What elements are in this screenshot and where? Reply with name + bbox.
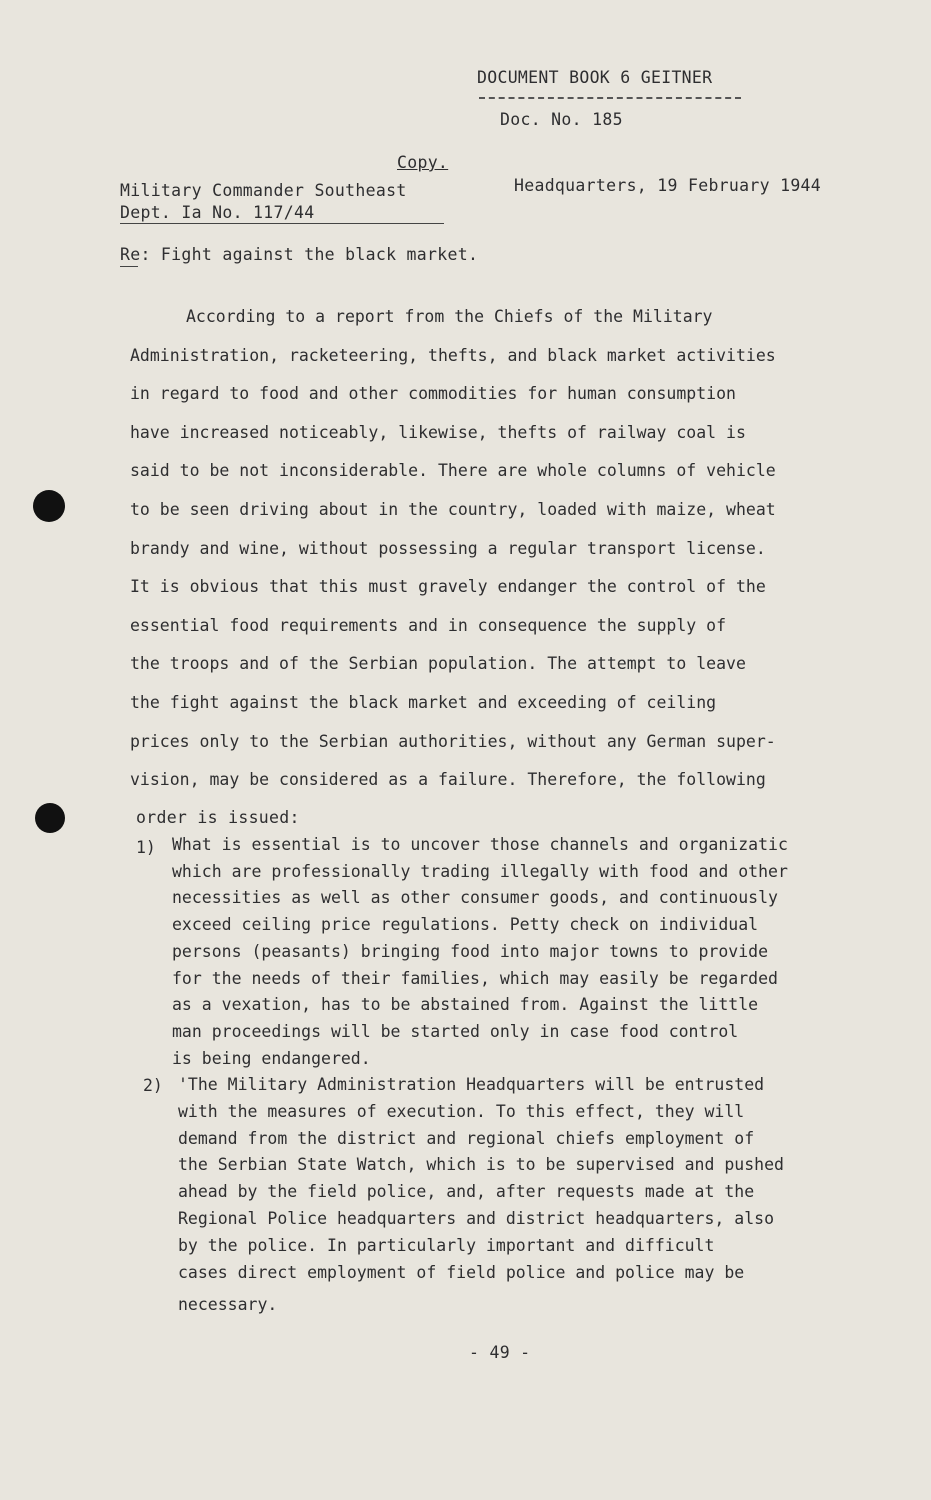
paragraph-line: vision, may be considered as a failure. Therefore, the following <box>130 770 766 790</box>
paragraph-line: the fight against the black market and exceeding of ceiling <box>130 692 717 712</box>
item-number-1: 1) <box>136 838 156 857</box>
item-line: by the police. In particularly important and difficult <box>178 1235 715 1255</box>
item-line: with the measures of execution. To this effect, they will <box>178 1101 745 1121</box>
item-number-2: 2) <box>143 1076 163 1095</box>
paragraph-line: prices only to the Serbian authorities, without any German super- <box>130 731 776 751</box>
subject-line: Re: Fight against the black market. <box>120 245 479 264</box>
paragraph-line: It is obvious that this must gravely endanger the control of the <box>130 577 766 597</box>
paragraph-line: essential food requirements and in consequence the supply of <box>130 615 727 635</box>
paragraph-line: in regard to food and other commodities for human consumption <box>130 384 736 404</box>
item-line: necessities as well as other consumer goods, and continuously <box>172 888 778 908</box>
paragraph-line: Administration, racketeering, thefts, and black market activities <box>130 345 776 365</box>
sender-line-1: Military Commander Southeast <box>120 181 407 200</box>
item-1-text <box>172 832 788 1072</box>
item-line: persons (peasants) bringing food into major towns to provide <box>172 941 769 961</box>
item-line: Regional Police headquarters and district headquarters, also <box>178 1208 775 1228</box>
document-book-header: DOCUMENT BOOK 6 GEITNER <box>477 68 713 87</box>
item-line: necessary. <box>178 1295 278 1315</box>
order-line: order is issued: <box>136 808 300 827</box>
copy-label: Copy. <box>397 153 449 172</box>
item-line: ahead by the field police, and, after requests made at the <box>178 1182 755 1202</box>
item-line: for the needs of their families, which may easily be regarded <box>172 968 778 988</box>
subject-underline <box>120 266 138 267</box>
header-dashed-rule <box>479 97 741 99</box>
paragraph-line: have increased noticeably, likewise, thefts of railway coal is <box>130 422 746 442</box>
paragraph-line: said to be not inconsiderable. There are whole columns of vehicle <box>130 461 776 481</box>
place-date: Headquarters, 19 February 1944 <box>514 176 822 195</box>
item-line: as a vexation, has to be abstained from. Against the little <box>172 995 759 1015</box>
item-line: the Serbian State Watch, which is to be supervised and pushed <box>178 1155 784 1175</box>
punch-hole-top <box>33 490 65 522</box>
item-line: is being endangered. <box>172 1048 371 1068</box>
sender-line-2: Dept. Ia No. 117/44 <box>120 203 315 222</box>
item-line: exceed ceiling price regulations. Petty check on individual <box>172 915 759 935</box>
main-paragraph <box>130 298 890 800</box>
page-number: - 49 - <box>469 1343 531 1362</box>
paragraph-line: the troops and of the Serbian population. The attempt to leave <box>130 654 746 674</box>
item-line: cases direct employment of field police and police may be <box>178 1262 745 1282</box>
punch-hole-bottom <box>35 803 65 833</box>
item-line: demand from the district and regional chiefs employment of <box>178 1128 755 1148</box>
paragraph-line: brandy and wine, without possessing a regular transport license. <box>130 538 766 558</box>
item-2-text <box>178 1072 784 1319</box>
item-line: which are professionally trading illegally with food and other <box>172 861 788 881</box>
item-line: What is essential is to uncover those channels and organizatic <box>172 835 788 854</box>
paragraph-line: to be seen driving about in the country, loaded with maize, wheat <box>130 499 776 519</box>
paragraph-line: According to a report from the Chiefs of the Military <box>186 307 713 326</box>
item-line: 'The Military Administration Headquarters will be entrusted <box>178 1075 765 1094</box>
sender-underline <box>120 223 444 224</box>
doc-number: Doc. No. 185 <box>500 110 623 129</box>
item-line: man proceedings will be started only in case food control <box>172 1021 739 1041</box>
